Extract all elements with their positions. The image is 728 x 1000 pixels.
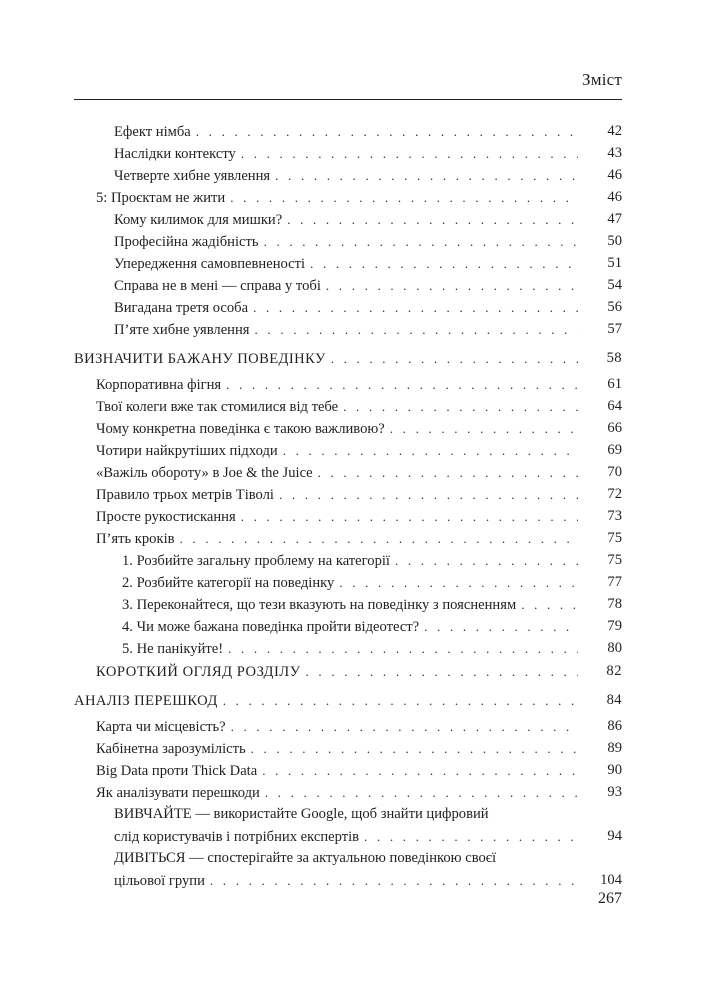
toc-entry-title: 5: Проєктам не жити <box>96 190 226 206</box>
toc-entry-title: «Важіль обороту» в Joe & the Juice <box>96 465 313 481</box>
toc-entry-page: 94 <box>604 827 622 846</box>
dot-leader <box>264 232 578 251</box>
page-number: 267 <box>598 890 622 907</box>
toc-part-heading[interactable] <box>74 691 622 710</box>
header-rule <box>74 99 622 100</box>
toc-entry-title: 1. Розбийте загальну проблему на категорії <box>122 553 390 569</box>
toc-entry-line1[interactable] <box>74 805 622 824</box>
toc-entry-title: Корпоративна фігня <box>96 377 222 393</box>
toc-entry-title: Четверте хибне уявлення <box>114 168 271 184</box>
dot-leader <box>364 827 578 846</box>
toc-entry[interactable] <box>74 507 622 526</box>
toc-entry-title: Чому конкретна поведінка є такою важливою? <box>96 421 385 437</box>
toc-entry[interactable] <box>74 463 622 482</box>
toc-entry-title: АНАЛІЗ ПЕРЕШКОД <box>74 693 218 709</box>
toc-entry-title: Ефект німба <box>114 124 191 140</box>
dot-leader <box>275 166 578 185</box>
toc-entry-page: 70 <box>604 463 622 482</box>
dot-leader <box>326 276 578 295</box>
toc-entry-page: 79 <box>604 617 622 636</box>
toc-entry-page: 66 <box>604 419 622 438</box>
toc-entry-page: 50 <box>604 232 622 251</box>
dot-leader <box>228 639 578 658</box>
toc-entry[interactable] <box>74 441 622 460</box>
dot-leader <box>253 298 578 317</box>
dot-leader <box>241 507 578 526</box>
toc-entry-title: Наслідки контексту <box>114 146 236 162</box>
toc-entry-page: 75 <box>604 551 622 570</box>
toc-entry[interactable] <box>74 320 622 339</box>
toc-entry-page: 72 <box>604 485 622 504</box>
toc-entry-title: 5. Не панікуйте! <box>122 641 224 657</box>
toc-part-heading[interactable] <box>74 349 622 368</box>
toc-entry-title: слід користувачів і потрібних експертів <box>114 829 360 845</box>
toc-entry[interactable] <box>74 783 622 802</box>
toc-entry[interactable] <box>74 166 622 185</box>
toc-entry-title: Карта чи місцевість? <box>96 719 226 735</box>
dot-leader <box>390 419 578 438</box>
toc-entry-page: 93 <box>604 783 622 802</box>
toc-entry-page: 61 <box>604 375 622 394</box>
toc-entry[interactable] <box>74 761 622 780</box>
dot-leader <box>265 783 578 802</box>
toc-entry-title: Кому килимок для мишки? <box>114 212 283 228</box>
dot-leader <box>262 761 578 780</box>
toc-entry[interactable] <box>74 232 622 251</box>
toc-entry-page: 46 <box>604 166 622 185</box>
dot-leader <box>210 871 578 890</box>
toc-entry-line1[interactable] <box>74 849 622 868</box>
dot-leader <box>339 573 578 592</box>
toc-entry-title: ВИЗНАЧИТИ БАЖАНУ ПОВЕДІНКУ <box>74 351 326 367</box>
toc-entry-page: 104 <box>597 871 622 890</box>
toc-entry-page: 56 <box>604 298 622 317</box>
toc-entry-page: 80 <box>604 639 622 658</box>
toc-entry[interactable] <box>74 298 622 317</box>
toc-entry-page: 69 <box>604 441 622 460</box>
toc-entry[interactable] <box>74 122 622 141</box>
toc-entry-title: Упередження самовпевненості <box>114 256 306 272</box>
toc-entry-page: 42 <box>604 122 622 141</box>
toc-entry-title: Чотири найкрутіших підходи <box>96 443 278 459</box>
toc-entry[interactable] <box>74 639 622 658</box>
toc-entry-page: 84 <box>604 691 622 710</box>
toc-entry-page: 73 <box>604 507 622 526</box>
dot-leader <box>180 529 578 548</box>
dot-leader <box>395 551 578 570</box>
toc-entry-title: 2. Розбийте категорії на поведінку <box>122 575 335 591</box>
toc-entry-title: Справа не в мені — справа у тобі <box>114 278 321 294</box>
toc-entry[interactable] <box>74 551 622 570</box>
toc-entry-title: ДИВІТЬСЯ — спостерігайте за актуальною поведінкою своєї <box>114 850 497 866</box>
toc-entry-page: 77 <box>604 573 622 592</box>
toc-entry-title: Твої колеги вже так стомилися від тебе <box>96 399 339 415</box>
toc-entry-page: 75 <box>604 529 622 548</box>
toc-entry-title: 3. Переконайтеся, що тези вказують на поведінку з поясненням <box>122 597 517 613</box>
toc-entry-title: Просте рукостискання <box>96 509 236 525</box>
toc-entry-page: 47 <box>604 210 622 229</box>
toc-entry[interactable] <box>74 662 622 681</box>
toc-entry-title: ВИВЧАЙТЕ — використайте Google, щоб знайти цифровий <box>114 806 489 822</box>
toc-entry[interactable] <box>74 485 622 504</box>
dot-leader <box>331 349 578 368</box>
toc-entry[interactable] <box>74 827 622 846</box>
toc-entry-page: 58 <box>604 349 622 368</box>
dot-leader <box>226 375 578 394</box>
toc-entry[interactable] <box>74 397 622 416</box>
toc-entry-title: 4. Чи може бажана поведінка пройти відеотест? <box>122 619 420 635</box>
toc-entry[interactable] <box>74 617 622 636</box>
dot-leader <box>306 662 578 681</box>
dot-leader <box>231 717 578 736</box>
dot-leader <box>343 397 578 416</box>
toc-entry-title: Правило трьох метрів Тіволі <box>96 487 274 503</box>
toc-entry-page: 78 <box>604 595 622 614</box>
toc-entry-title: цільової групи <box>114 873 205 889</box>
dot-leader <box>521 595 578 614</box>
toc-entry-page: 46 <box>604 188 622 207</box>
dot-leader <box>230 188 578 207</box>
toc-entry[interactable] <box>74 210 622 229</box>
toc-entry-title: П’яте хибне уявлення <box>114 322 250 338</box>
toc-entry[interactable] <box>74 871 622 890</box>
dot-leader <box>196 122 578 141</box>
toc-entry[interactable] <box>74 717 622 736</box>
toc-entry[interactable] <box>74 529 622 548</box>
toc-entry-page: 43 <box>604 144 622 163</box>
dot-leader <box>424 617 578 636</box>
toc-entry-page: 64 <box>604 397 622 416</box>
toc-entry-page: 90 <box>604 761 622 780</box>
toc-entry[interactable] <box>74 276 622 295</box>
toc-entry[interactable] <box>74 254 622 273</box>
dot-leader <box>283 441 578 460</box>
toc-entry-title: Вигадана третя особа <box>114 300 249 316</box>
toc-entry[interactable] <box>74 419 622 438</box>
dot-leader <box>223 691 578 710</box>
toc-entry[interactable] <box>74 573 622 592</box>
dot-leader <box>318 463 578 482</box>
dot-leader <box>241 144 578 163</box>
toc-entry-page: 82 <box>603 662 622 681</box>
toc-entry[interactable] <box>74 375 622 394</box>
toc-entry-page: 86 <box>604 717 622 736</box>
toc-entry-title: Професійна жадібність <box>114 234 259 250</box>
toc-entry-title: Як аналізувати перешкоди <box>96 785 260 801</box>
dot-leader <box>310 254 578 273</box>
dot-leader <box>251 739 578 758</box>
toc-entry[interactable] <box>74 595 622 614</box>
toc-entry[interactable] <box>74 144 622 163</box>
dot-leader <box>255 320 578 339</box>
toc-entry-page: 54 <box>604 276 622 295</box>
toc-entry-title: П’ять кроків <box>96 531 175 547</box>
toc-entry[interactable] <box>74 739 622 758</box>
dot-leader <box>287 210 578 229</box>
toc-entry-page: 51 <box>604 254 622 273</box>
toc-entry[interactable] <box>74 188 622 207</box>
toc-entry-page: 57 <box>604 320 622 339</box>
toc-entry-page: 89 <box>604 739 622 758</box>
toc-entry-title: Big Data проти Thick Data <box>96 763 258 779</box>
toc-entry-title: Кабінетна зарозумілість <box>96 741 246 757</box>
toc-entry-title: КОРОТКИЙ ОГЛЯД РОЗДІЛУ <box>96 664 301 680</box>
dot-leader <box>279 485 578 504</box>
running-head: Зміст <box>582 70 622 89</box>
